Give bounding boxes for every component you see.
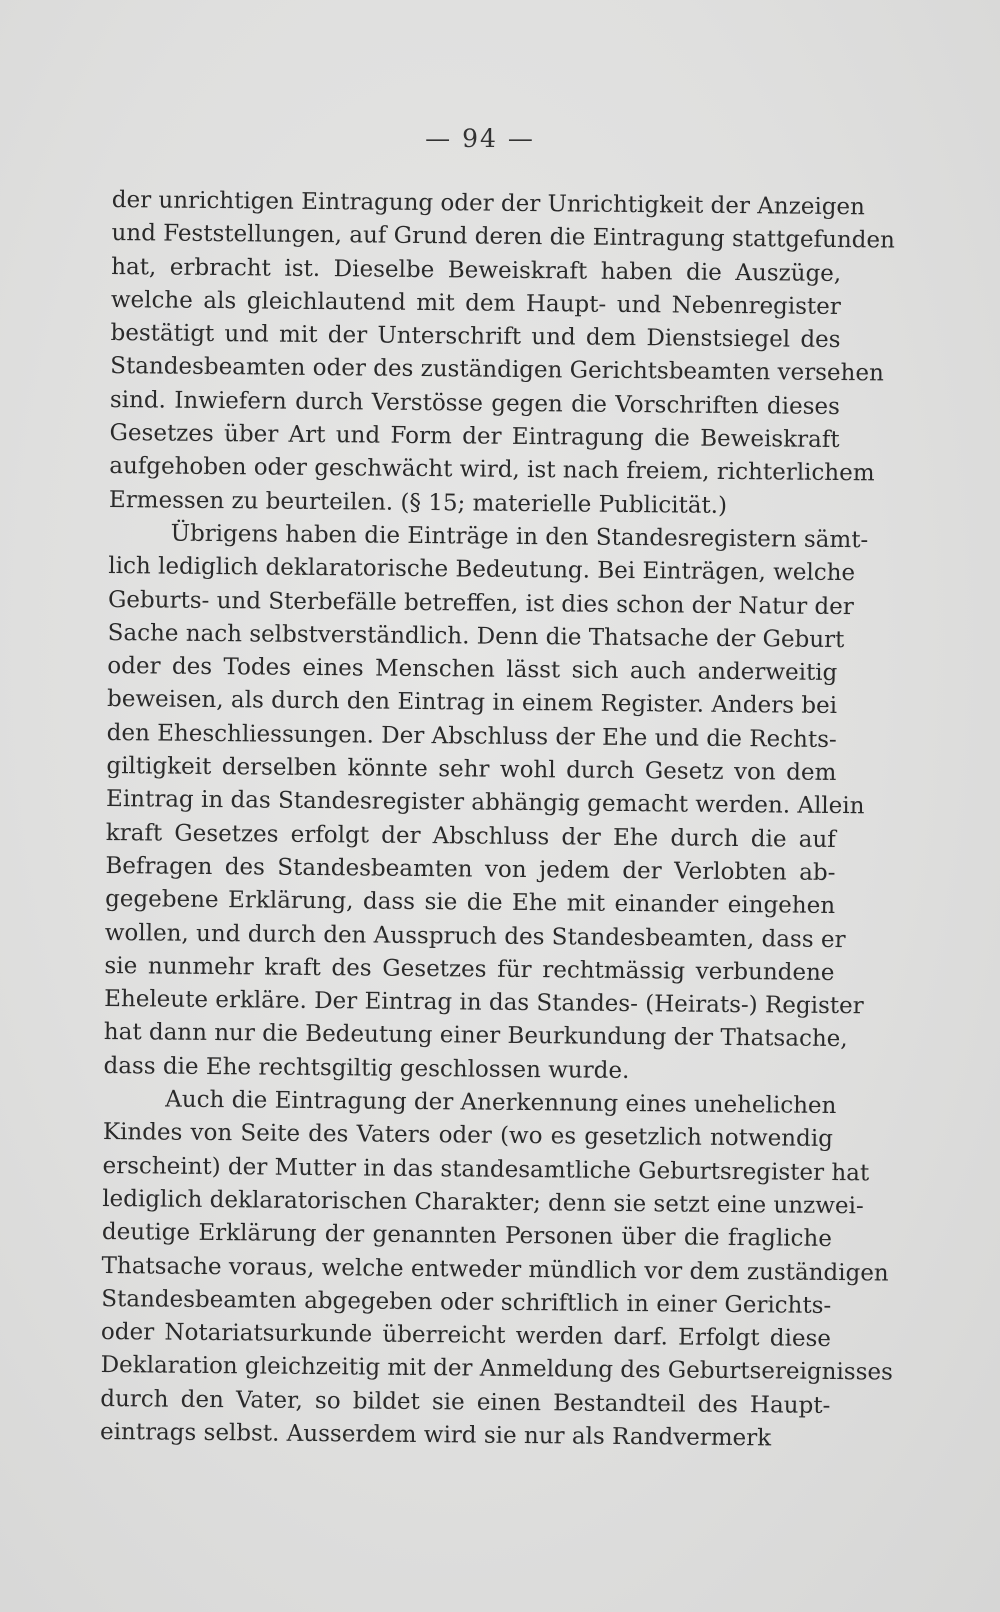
text-line: deutige Erklärung der genannten Personen über die fragliche xyxy=(101,1219,833,1253)
text-line: und Feststellungen, auf Grund deren die Eintragung stattgefunden xyxy=(111,220,896,254)
text-line: wollen, und durch den Ausspruch des Standesbeamten, dass er xyxy=(104,919,846,953)
text-line: oder des Todes eines Menschen lässt sich auch anderweitig xyxy=(107,653,838,687)
text-line: Ermessen zu beurteilen. (§ 15; materielle Publicität.) xyxy=(108,486,728,519)
text-line: Sache nach selbstverständlich. Denn die Thatsache der Geburt xyxy=(107,619,845,653)
text-line: hat, erbracht ist. Dieselbe Beweiskraft haben die Auszüge, xyxy=(111,253,842,287)
text-line: lediglich deklaratorischen Charakter; denn sie setzt eine unzwei- xyxy=(102,1185,864,1220)
text-line: oder Notariatsurkunde überreicht werden darf. Erfolgt diese xyxy=(100,1319,832,1353)
text-line: Auch die Eintragung der Anerkennung eines unehelichen xyxy=(165,1086,837,1120)
text-line: Kindes von Seite des Vaters oder (wo es gesetzlich notwendig xyxy=(102,1119,833,1153)
text-line: Thatsache voraus, welche entweder mündlich vor dem zuständigen xyxy=(101,1252,889,1287)
text-line: Geburts- und Sterbefälle betreffen, ist dies schon der Natur der xyxy=(107,586,854,620)
text-line: dass die Ehe rechtsgiltig geschlossen wurde. xyxy=(103,1052,630,1084)
text-line: durch den Vater, so bildet sie einen Bestandteil des Haupt- xyxy=(100,1385,831,1419)
text-line: sie nunmehr kraft des Gesetzes für rechtmässig verbundene xyxy=(104,952,835,986)
paragraph xyxy=(108,184,896,524)
text-line: giltigkeit derselben könnte sehr wohl durch Gesetz von dem xyxy=(106,753,837,787)
text-line: Standesbeamten oder des zuständigen Gerichtsbeamten versehen xyxy=(110,353,884,387)
text-line: der unrichtigen Eintragung oder der Unrichtigkeit der Anzeigen xyxy=(111,186,866,221)
text-line: beweisen, als durch den Eintrag in einem Register. Anders bei xyxy=(106,686,838,720)
text-line: hat dann nur die Bedeutung einer Beurkundung der Thatsache, xyxy=(103,1019,848,1053)
text-line: Eheleute erkläre. Der Eintrag in das Standes- (Heirats-) Register xyxy=(104,986,864,1020)
text-line: Eintrag in das Standesregister abhängig gemacht werden. Allein xyxy=(105,786,865,820)
text-line: erscheint) der Mutter in das standesamtliche Geburtsregister hat xyxy=(102,1152,870,1186)
text-line: bestätigt und mit der Unterschrift und dem Dienstsiegel des xyxy=(110,320,841,354)
text-line: Befragen des Standesbeamten von jedem der Verlobten ab- xyxy=(105,852,836,886)
text-line: Standesbeamten abgegeben oder schriftlich in einer Gerichts- xyxy=(101,1285,832,1319)
text-line: Übrigens haben die Einträge in den Standesregistern sämt- xyxy=(170,520,869,554)
text-line: lich lediglich deklaratorische Bedeutung. Bei Einträgen, welche xyxy=(108,553,856,587)
text-line: Deklaration gleichzeitig mit der Anmeldung des Geburtsereignisses xyxy=(100,1352,893,1386)
text-line: sind. Inwiefern durch Verstösse gegen die Vorschriften dieses xyxy=(109,386,841,420)
paragraph xyxy=(103,517,869,1090)
text-line: Gesetzes über Art und Form der Eintragung die Beweiskraft xyxy=(109,420,840,454)
paragraph xyxy=(99,1083,893,1456)
text-line: welche als gleichlautend mit dem Haupt- und Nebenregister xyxy=(110,286,841,320)
text-line: gegebene Erklärung, dass sie die Ehe mit einander eingehen xyxy=(105,886,836,920)
text-line: den Eheschliessungen. Der Abschluss der Ehe und die Rechts- xyxy=(106,719,837,753)
text-line: aufgehoben oder geschwächt wird, ist nach freiem, richterlichem xyxy=(109,453,875,487)
text-line: eintrags selbst. Ausserdem wird sie nur als Randvermerk xyxy=(99,1418,772,1452)
page-number: — 94 — xyxy=(425,124,535,153)
text-line: kraft Gesetzes erfolgt der Abschluss der Ehe durch die auf xyxy=(105,819,836,853)
body-text xyxy=(99,184,896,1456)
